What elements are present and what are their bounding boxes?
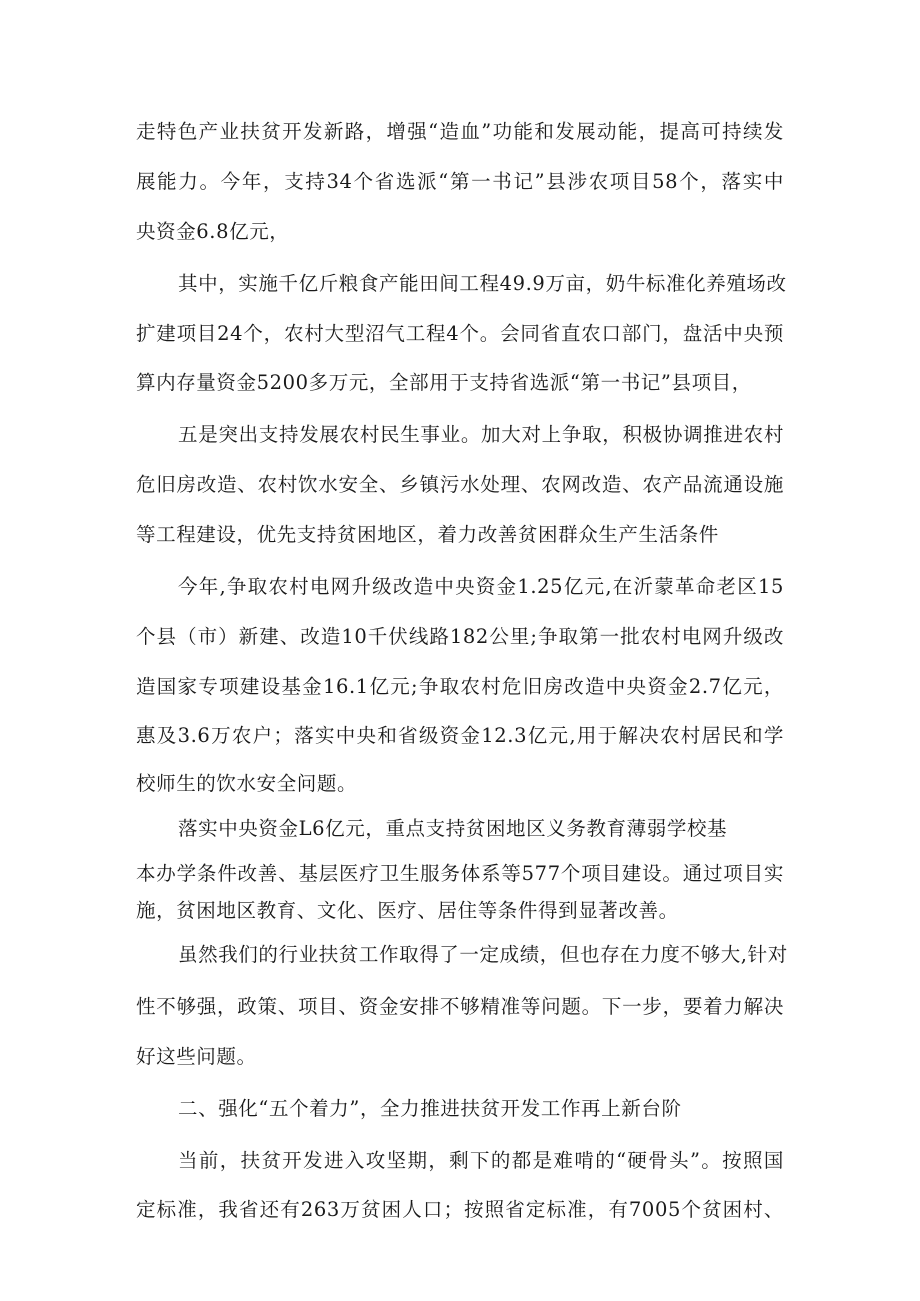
- text-line: 走特色产业扶贫开发新路，增强“造血”功能和发展动能，提高可持续发: [136, 120, 784, 143]
- text-line: 定标准，我省还有263万贫困人口；按照省定标准，有7005个贫困村、: [136, 1198, 784, 1221]
- text-line: 其中，实施千亿斤粮食产能田间工程49.9万亩，奶牛标准化养殖场改: [178, 272, 787, 295]
- text-line: 危旧房改造、农村饮水安全、乡镇污水处理、农网改造、农产品流通设施: [136, 473, 784, 496]
- text-line: 施，贫困地区教育、文化、医疗、居住等条件得到显著改善。: [136, 899, 679, 922]
- text-line: 校师生的饮水安全问题。: [136, 772, 358, 795]
- text-line: 造国家专项建设基金16.1亿元;争取农村危旧房改造中央资金2.7亿元，: [136, 675, 784, 698]
- text-line: 当前，扶贫开发进入攻坚期，剩下的都是难啃的“硬骨头”。按照国: [178, 1149, 784, 1172]
- section-heading: 二、强化“五个着力”，全力推进扶贫开发工作再上新台阶: [178, 1097, 682, 1120]
- text-line: 本办学条件改善、基层医疗卫生服务体系等577个项目建设。通过项目实: [136, 862, 784, 885]
- text-line: 算内存量资金5200多万元，全部用于支持省选派“第一书记”县项目，: [136, 371, 752, 394]
- text-line: 惠及3.6万农户；落实中央和省级资金12.3亿元,用于解决农村居民和学: [136, 724, 784, 747]
- text-line: 展能力。今年，支持34个省选派“第一书记”县涉农项目58个，落实中: [136, 170, 784, 193]
- text-line: 今年,争取农村电网升级改造中央资金1.25亿元,在沂蒙革命老区15: [178, 575, 784, 598]
- text-line: 个县（市）新建、改造10千伏线路182公里;争取第一批农村电网升级改: [136, 625, 784, 648]
- text-line: 扩建项目24个，农村大型沼气工程4个。会同省直农口部门，盘活中央预: [136, 322, 784, 345]
- text-line: 好这些问题。: [136, 1045, 257, 1068]
- text-line: 虽然我们的行业扶贫工作取得了一定成绩，但也存在力度不够大,针对: [178, 943, 788, 966]
- text-line: 五是突出支持发展农村民生事业。加大对上争取，积极协调推进农村: [178, 423, 784, 446]
- text-line: 等工程建设，优先支持贫困地区，着力改善贫困群众生产生活条件: [136, 523, 719, 546]
- text-line: 落实中央资金L6亿元，重点支持贫困地区义务教育薄弱学校基: [178, 817, 728, 840]
- text-line: 央资金6.8亿元，: [136, 220, 290, 243]
- text-line: 性不够强，政策、项目、资金安排不够精准等问题。下一步，要着力解决: [136, 995, 784, 1018]
